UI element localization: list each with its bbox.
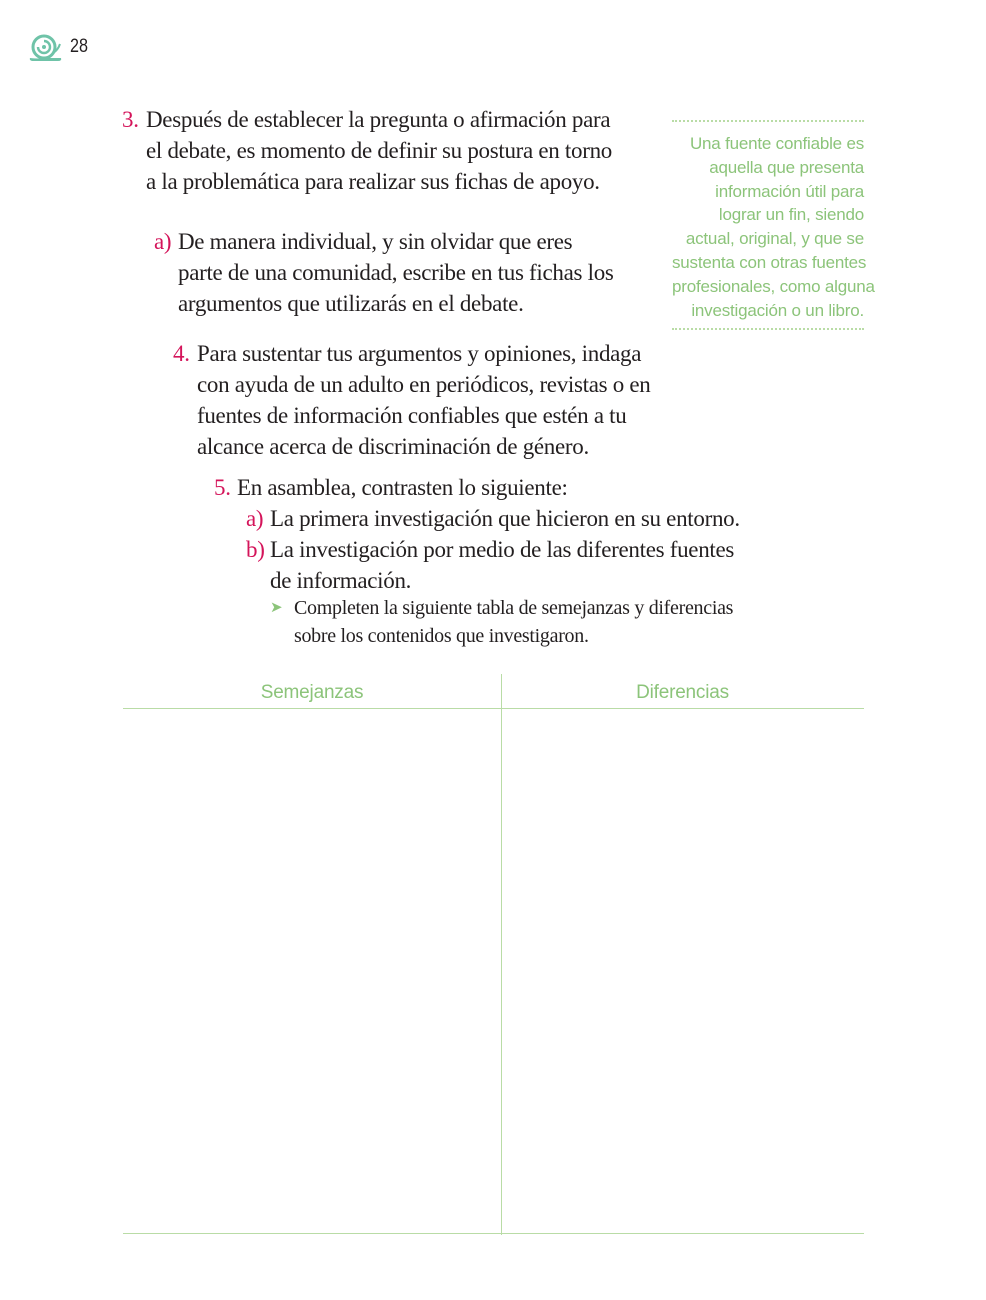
item-5 (214, 472, 734, 503)
item-text-line: Completen la siguiente tabla de semejanzas y diferencias (294, 597, 734, 619)
item-4 (173, 338, 653, 462)
item-number: 4. (173, 341, 190, 366)
item-text-line: sobre los contenidos que investigaron. (294, 625, 589, 647)
table-column-divider (501, 674, 502, 1235)
sidebar-line: aquella que presenta (709, 157, 864, 177)
sidebar-line: profesionales, como alguna (672, 276, 875, 296)
table-bottom-border (123, 1233, 864, 1234)
item-text-line: el debate, es momento de definir su postura en torno (146, 138, 612, 163)
item-3 (122, 104, 642, 197)
sub-item-label: a) (154, 229, 172, 254)
comparison-table (123, 674, 864, 1235)
item-number: 3. (122, 107, 139, 132)
item-text-line: a la problemática para realizar sus fichas de apoyo. (146, 169, 600, 194)
sidebar-line: información útil para (715, 181, 864, 201)
sidebar-line: actual, original, y que se (685, 229, 864, 249)
snail-spiral-icon (28, 32, 64, 62)
item-text-line: De manera individual, y sin olvidar que eres (178, 229, 573, 254)
item-text-line: de información. (270, 568, 412, 593)
item-text-line: Para sustentar tus argumentos y opiniones, indaga (197, 341, 642, 366)
table-header-diferencias: Diferencias (636, 682, 729, 703)
sidebar-line: Una fuente confiable es (689, 134, 864, 153)
item-5-bullet (270, 594, 750, 650)
sidebar-note (672, 120, 875, 330)
item-5-sub-b (246, 534, 746, 596)
item-text-line: Después de establecer la pregunta o afirmación para (146, 107, 611, 132)
semejanzas-writing-area[interactable] (123, 710, 500, 1232)
sub-item-label: a) (246, 506, 264, 531)
table-header-semejanzas: Semejanzas (260, 682, 364, 703)
item-text-line: La investigación por medio de las diferentes fuentes (270, 537, 735, 562)
item-text-line: argumentos que utilizarás en el debate. (178, 291, 524, 316)
page-number: 28 (70, 36, 88, 57)
triangle-bullet-icon: ➤ (270, 600, 283, 616)
item-number: 5. (214, 475, 231, 500)
sidebar-line: investigación o un libro. (691, 300, 864, 320)
item-text-line: En asamblea, contrasten lo siguiente: (237, 475, 568, 500)
item-text-line: con ayuda de un adulto en periódicos, revistas o en (197, 372, 651, 397)
item-5-sub-a (246, 503, 746, 534)
item-text-line: La primera investigación que hicieron en su entorno. (270, 506, 740, 531)
item-3-sub-a (154, 226, 624, 319)
diferencias-writing-area[interactable] (503, 710, 864, 1232)
sidebar-line: sustenta con otras fuentes (672, 252, 867, 272)
item-text-line: alcance acerca de discriminación de género. (197, 434, 589, 459)
item-text-line: fuentes de información confiables que estén a tu (197, 403, 627, 428)
sidebar-line: lograr un fin, siendo (718, 205, 864, 225)
table-header-divider (123, 708, 864, 709)
sub-item-label: b) (246, 537, 265, 562)
item-text-line: parte de una comunidad, escribe en tus fichas los (178, 260, 614, 285)
page-header (28, 32, 91, 62)
